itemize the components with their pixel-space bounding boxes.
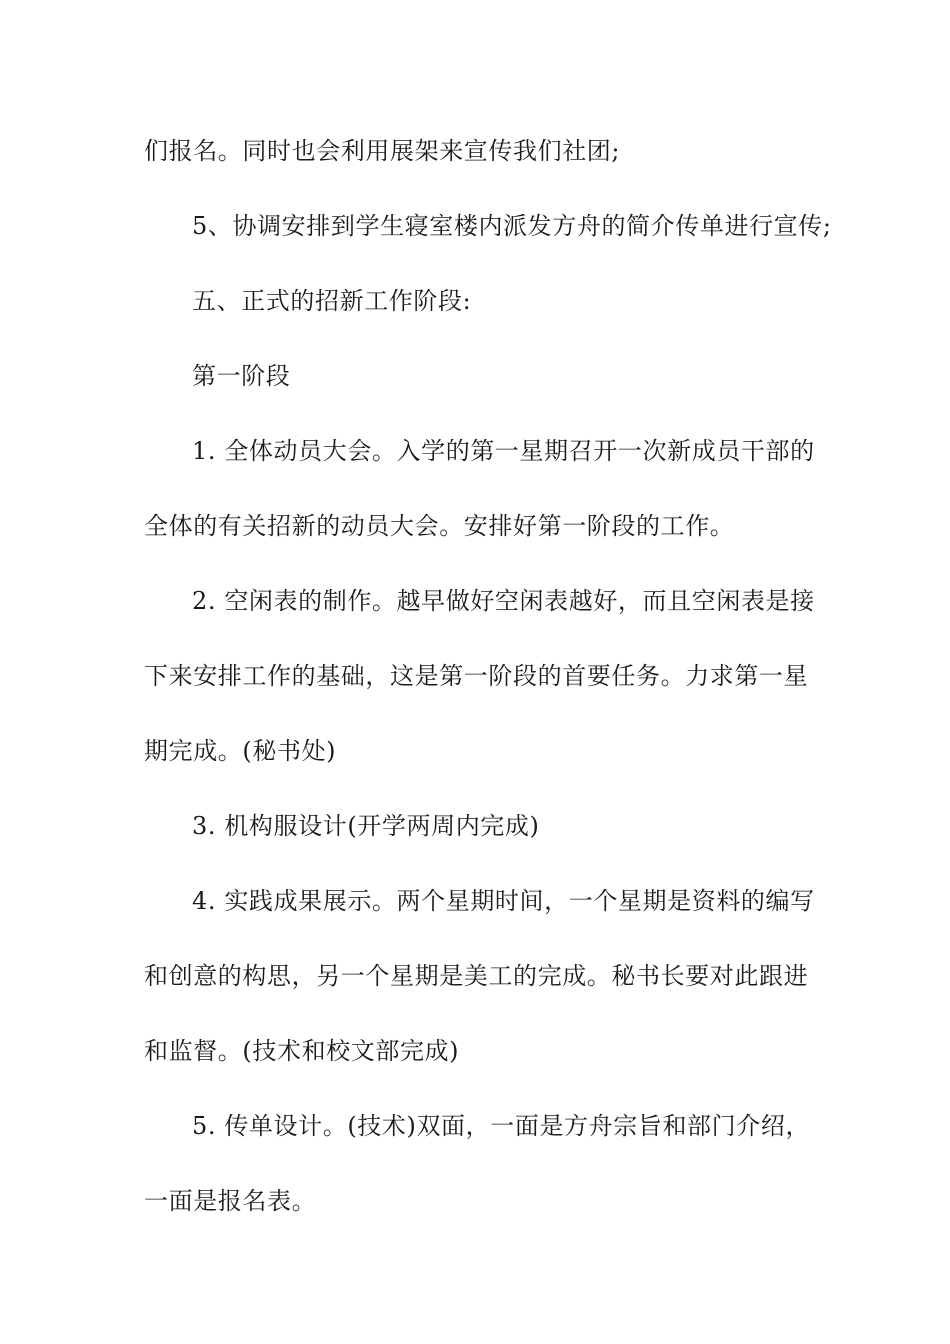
paragraph-line: 期完成。(秘书处) — [144, 737, 337, 765]
paragraph-line: 下来安排工作的基础，这是第一阶段的首要任务。力求第一星 — [144, 662, 809, 690]
paragraph-line: 一面是报名表。 — [144, 1187, 317, 1215]
paragraph-line: 和创意的构思，另一个星期是美工的完成。秘书长要对此跟进 — [144, 962, 809, 990]
paragraph-line: 们报名。同时也会利用展架来宣传我们社团; — [144, 137, 621, 165]
section-heading: 五、正式的招新工作阶段: — [192, 287, 472, 315]
paragraph-line: 1. 全体动员大会。入学的第一星期召开一次新成员干部的 — [192, 437, 815, 465]
paragraph-line: 4. 实践成果展示。两个星期时间，一个星期是资料的编写 — [192, 887, 815, 915]
paragraph-line: 5. 传单设计。(技术)双面，一面是方舟宗旨和部门介绍， — [192, 1112, 811, 1140]
paragraph-line: 和监督。(技术和校文部完成) — [144, 1037, 460, 1065]
paragraph-line: 3. 机构服设计(开学两周内完成) — [192, 812, 540, 840]
stage-heading: 第一阶段 — [192, 362, 291, 390]
paragraph-line: 2. 空闲表的制作。越早做好空闲表越好，而且空闲表是接 — [192, 587, 815, 615]
paragraph-line: 5、协调安排到学生寝室楼内派发方舟的简介传单进行宣传; — [192, 212, 832, 240]
paragraph-line: 全体的有关招新的动员大会。安排好第一阶段的工作。 — [144, 512, 735, 540]
